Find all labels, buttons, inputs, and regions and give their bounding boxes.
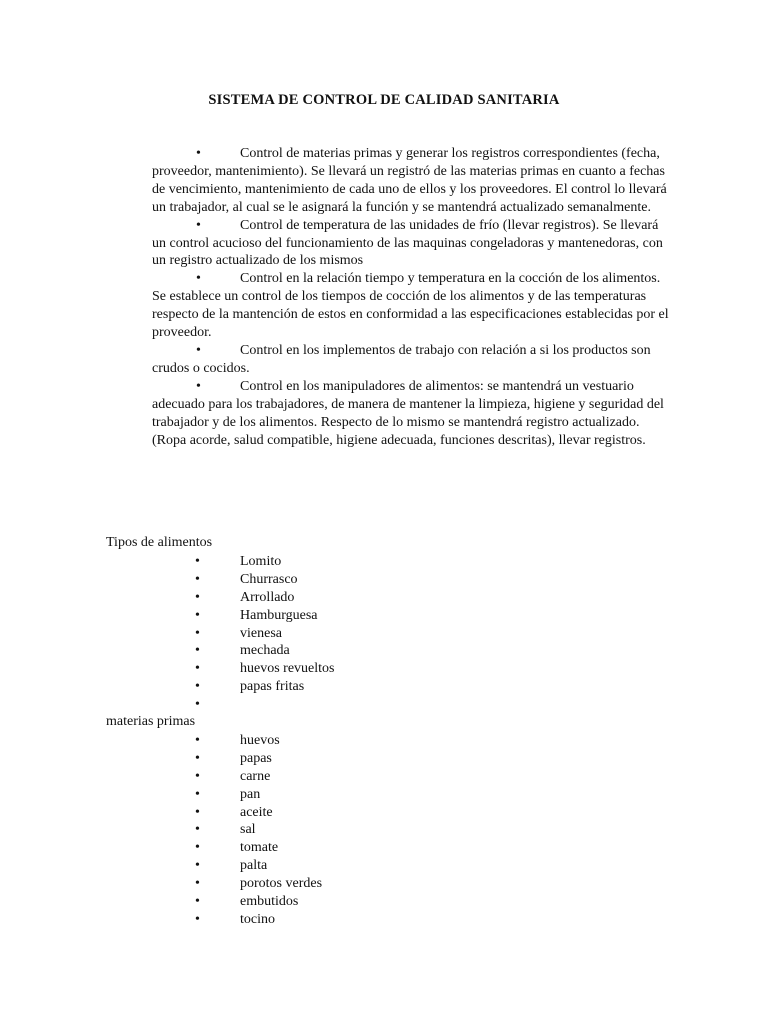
raw-materials-list [0,732,768,929]
paragraph-1: • Control de materias primas y generar los registros correspondientes (fecha, proveedor, mantenimiento). Se llevará un registró de las materias primas en cuanto a fechas de vencimiento, mantenimiento de cada uno de ellos y los proveedores. El control lo llevará un trabajador, al cual se le asignará la función y se mantendrá actualizado semanalmente. [152,146,667,215]
paragraph-4: • Control en los implementos de trabajo con relación a si los productos son crudos o cocidos. [152,342,651,376]
list-item: • tomate [195,840,279,856]
page-title: SISTEMA DE CONTROL DE CALIDAD SANITARIA [208,92,560,108]
paragraph-3: • Control en la relación tiempo y temperatura en la cocción de los alimentos. Se establece un control de los tiempos de cocción de los alimentos y de las temperaturas respecto de la mantención de estos en conformidad a las especificaciones establecidas por el proveedor. [152,271,669,341]
raw-materials-label: materias primas [106,714,196,729]
bullet: • [196,146,201,161]
list-item: • papas fritas [195,679,305,695]
list-item: • tocino [195,911,275,927]
list-item: • papas [195,750,272,766]
list-item: • Lomito [195,554,282,569]
paragraph-5: • Control en los manipuladores de alimentos: se mantendrá un vestuario adecuado para los trabajadores, de manera de mantener la limpieza, higiene y seguridad del trabajador y de los alimentos. Respecto de lo mismo se mantendrá registro actualizado. (Ropa acorde, salud compatible, higiene adecuada, funciones descritas), llevar registros. [152,378,664,448]
control-paragraphs [152,145,672,449]
list-item: • huevos revueltos [195,661,335,677]
list-item: • embutidos [195,894,299,910]
list-item: • huevos [195,733,280,748]
bullet: • [196,342,201,358]
list-item: • [195,697,200,713]
list-item: • palta [195,858,268,874]
bullet: • [196,271,201,287]
food-types-label: Tipos de alimentos [106,535,213,550]
list-item: • pan [195,786,261,802]
list-item: • mechada [195,643,290,659]
paragraph-2: • Control de temperatura de las unidades de frío (llevar registros). Se llevará un control acucioso del funcionamiento de las maquinas congeladoras y mantenedoras, con un registro actualizado de los mismos [152,217,663,269]
list-item: • Churrasco [195,571,298,587]
bullet: • [196,378,201,394]
list-item: • carne [195,768,271,784]
list-item: • Hamburguesa [195,607,318,623]
list-item: • porotos verdes [195,876,323,892]
bullet: • [196,217,201,233]
food-types-list [0,553,768,714]
list-item: • sal [195,822,256,838]
list-item: • vienesa [195,625,282,641]
list-item: • Arrollado [195,589,295,605]
list-item: • aceite [195,804,273,820]
